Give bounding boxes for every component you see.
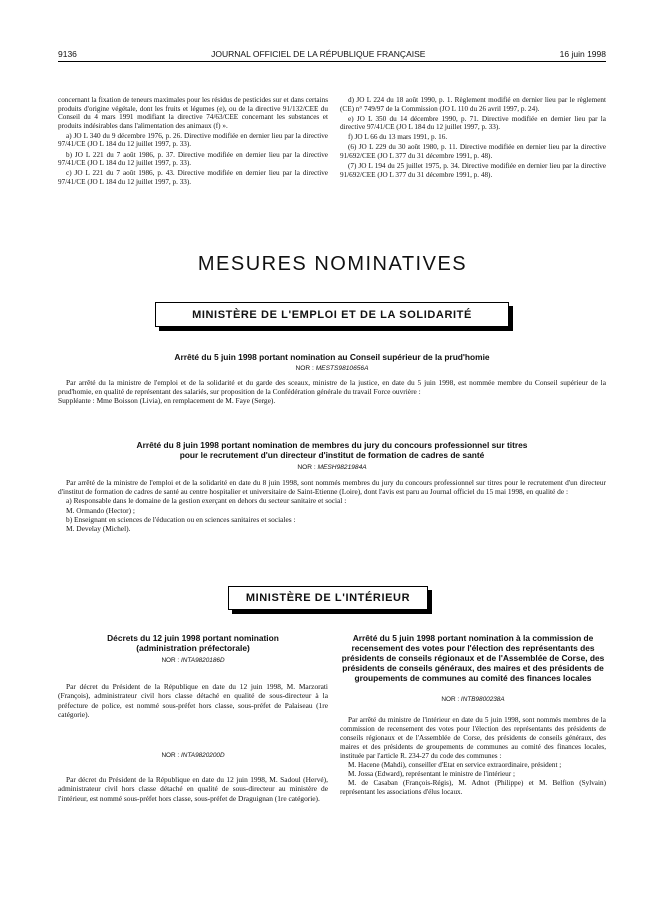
decrets-para2-wrap	[58, 775, 328, 803]
decrets-title	[58, 633, 328, 653]
issue-date: 16 juin 1998	[559, 49, 606, 59]
page-number: 9136	[58, 49, 77, 59]
footnote-c: c) JO L 221 du 7 août 1986, p. 43. Directive modifiée en dernier lieu par la directive 97/41/CE (JO L 184 du 12 juillet 1997, p. 33).	[58, 169, 328, 186]
footnote-e: e) JO L 350 du 14 décembre 1990, p. 71. Directive modifiée en dernier lieu par la directive 97/41/CE (JO L 184 du 12 juillet 1997, p. 33).	[340, 114, 606, 132]
arrete3-member3: M. de Casaban (François-Régis), M. Adnot (Philippe) et M. Belfion (Sylvain) représentant les associations d'élus locaux.	[340, 779, 606, 796]
arrete3-body	[340, 716, 606, 797]
arrete1-para: Par arrêté du la ministre de l'emploi et de la solidarité et du garde des sceaux, ministre de la justice, en date du 5 juin 1998, est nommée membre du Conseil supérieur de la prud'homie, en qualité de représentant des salariés, sur proposition de la Confédération générale du travail Force ouvrière :	[58, 378, 606, 397]
arrete1-body	[58, 378, 606, 406]
header-rule	[58, 61, 606, 62]
arrete2-a-name: M. Ormando (Hector) ;	[66, 505, 135, 515]
arrete2-title-line1: Arrêté du 8 juin 1998 portant nomination de membres du jury du concours professionnel sur titres	[136, 440, 528, 450]
decrets-para1: Par décret du Président de la République en date du 12 juin 1998, M. Marzorati (François), administrateur civil hors classe détaché en qualité de sous-directeur à la préfecture de police, est nommé sous-préfet hors classe, sous-préfet de Palaiseau (1re catégorie).	[58, 682, 328, 720]
arrete2-body	[58, 478, 606, 533]
decrets-nor1	[58, 657, 328, 664]
arrete2-title	[58, 440, 606, 460]
journal-title: JOURNAL OFFICIEL DE LA RÉPUBLIQUE FRANÇAISE	[211, 49, 426, 59]
decrets-title-line1: Décrets du 12 juin 1998 portant nomination	[107, 633, 279, 643]
arrete3-member2: M. Jossa (Edward), représentant le ministre de l'intérieur ;	[348, 770, 515, 778]
arrete2-a: a) Responsable dans le domaine de la gestion exerçant en dehors du secteur sanitaire et social :	[66, 496, 347, 506]
section-title: MESURES NOMINATIVES	[197, 253, 468, 275]
arrete2-para: Par arrêté de la ministre de l'emploi et de la solidarité en date du 8 juin 1998, sont nommés membres du jury du concours professionnel sur titres pour le recrutement d'un directeur d'institut de formation de cadres de santé au centre hospitalier et universitaire de Saint-Etienne (Loire), dont l'avis est paru au Journal officiel du 15 mai 1998, en qualité de :	[58, 478, 606, 497]
nor-code: INTA9820200D	[180, 752, 225, 759]
footnote-d: d) JO L 224 du 18 août 1990, p. 1. Règlement modifié en dernier lieu par le règlement (CE) n° 749/97 de la Commission (JO L 110 du 26 avril 1997, p. 24).	[340, 96, 606, 113]
arrete3-para: Par arrêté du ministre de l'intérieur en date du 5 juin 1998, sont nommés membres de la commission de recensement des votes pour l'élection des représentants des présidents de conseils régionaux et de l'Assemblée de Corse, des présidents de conseils généraux, des maires et des présidents de groupements de communes au comité des finances locales, instituée par l'article R. 234-27 du code des communes :	[340, 716, 606, 760]
arrete2-title-line2: pour le recrutement d'un directeur d'institut de formation de cadres de santé	[179, 450, 485, 460]
nor-label: NOR :	[161, 657, 180, 664]
nor-label: NOR :	[297, 464, 316, 471]
page-header	[58, 49, 606, 59]
footnote-f: f) JO L 66 du 13 mars 1991, p. 16.	[348, 133, 448, 142]
arrete1-nor	[58, 365, 606, 372]
arrete3-member1: M. Hacene (Mahdi), conseiller d'Etat en service extraordinaire, président ;	[348, 761, 562, 769]
ministry-emploi-box: MINISTÈRE DE L'EMPLOI ET DE LA SOLIDARITÉ	[155, 302, 509, 327]
decrets-nor2	[58, 752, 328, 759]
ministry-interieur-box: MINISTÈRE DE L'INTÉRIEUR	[228, 586, 428, 610]
footnote-7: (7) JO L 194 du 25 juillet 1975, p. 34. Directive modifiée en dernier lieu par la directive 91/692/CEE (JO L 377 du 31 décembre 1991, p. 48).	[340, 162, 606, 179]
arrete2-b: b) Enseignant en sciences de l'éducation ou en sciences sanitaires et sociales :	[66, 514, 296, 524]
arrete1-line: Suppléante : Mme Boisson (Livia), en remplacement de M. Faye (Serge).	[58, 396, 276, 406]
decrets-para2: Par décret du Président de la République en date du 12 juin 1998, M. Sadoul (Hervé), administrateur civil hors classe détaché en qualité de sous-directeur au ministère de l'intérieur, est nommé sous-préfet hors classe, sous-préfet de Draguignan (1re catégorie).	[58, 775, 328, 803]
arrete1-title: Arrêté du 5 juin 1998 portant nomination au Conseil supérieur de la prud'homie	[174, 352, 490, 362]
nor-code: MESH9821984A	[317, 464, 367, 471]
nor-label: NOR :	[441, 696, 460, 703]
footnote-a: a) JO L 340 du 9 décembre 1976, p. 26. Directive modifiée en dernier lieu par la directive 97/41/CE (JO L 184 du 12 juillet 1997, p. 33).	[58, 131, 328, 149]
nor-label: NOR :	[295, 365, 314, 372]
arrete2-nor	[58, 464, 606, 471]
arrete2-b-name: M. Develay (Michel).	[66, 524, 131, 534]
nor-code: INTB9800238A	[460, 696, 505, 703]
decrets-title-line2: (administration préfectorale)	[136, 643, 250, 653]
nor-label: NOR :	[161, 752, 180, 759]
nor-code: MESTS9810656A	[315, 365, 369, 372]
arrete3-title: Arrêté du 5 juin 1998 portant nomination à la commission de recensement des votes pour l'élection des représentants des présidents de conseils régionaux et de l'Assemblée de Corse, des présidents de conseils généraux, des maires et des présidents de groupements de communes au comité des finances locales	[341, 633, 605, 683]
footnote-b: b) JO L 221 du 7 août 1986, p. 37. Directive modifiée en dernier lieu par la directive 97/41/CE (JO L 184 du 12 juillet 1997, p. 33).	[58, 150, 328, 168]
nor-code: INTA9820186D	[180, 657, 225, 664]
decrets-para1-wrap	[58, 682, 328, 720]
footnotes-left	[58, 96, 328, 188]
arrete3-nor	[340, 696, 606, 703]
footnotes-right	[340, 96, 606, 181]
footnote-6: (6) JO L 229 du 30 août 1980, p. 11. Directive modifiée en dernier lieu par la directive 91/692/CEE (JO L 377 du 31 décembre 1991, p. 48).	[340, 143, 606, 161]
footnote-text: concernant la fixation de teneurs maximales pour les résidus de pesticides sur et dans certains produits d'origine végétale, dont les fruits et légumes (e), ou de la directive 91/132/CEE du Conseil du 4 mars 1991 modifiant la directive 74/63/CEE concernant les substances et produits indésirables dans l'alimentation des animaux (f) ».	[58, 96, 328, 130]
